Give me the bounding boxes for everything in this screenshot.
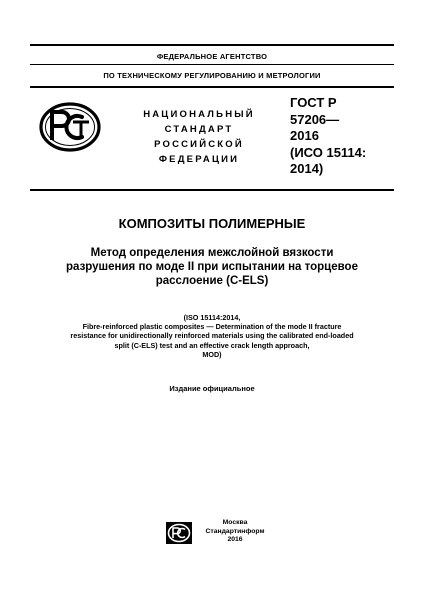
subtitle-line-3: расслоение (C-ELS) [155,275,269,287]
publisher-year: 2016 [227,536,243,543]
national-standard-line-4: ФЕДЕРАЦИИ [158,154,240,165]
document-title: КОМПОЗИТЫ ПОЛИМЕРНЫЕ [118,216,306,231]
gost-line-3: 2016 [290,128,319,143]
publisher-city: Москва [222,519,248,526]
agency-subtitle: ПО ТЕХНИЧЕСКОМУ РЕГУЛИРОВАНИЮ И МЕТРОЛОГИИ [103,71,321,80]
publisher-info [200,519,270,545]
gost-line-2: 57206— [290,111,340,127]
gost-designation [290,95,394,178]
national-standard-line-2: СТАНДАРТ [164,124,234,135]
header-bottom-rule [30,86,394,88]
document-subtitle [40,246,384,288]
gost-line-1: ГОСТ Р [290,95,337,110]
header-divider [30,64,394,65]
gost-line-5: 2014) [290,161,324,176]
gost-line-4: (ИСО 15114: [290,144,367,160]
reference-line-5: MOD) [202,349,222,359]
national-standard-line-1: НАЦИОНАЛЬНЫЙ [143,109,255,120]
gost-r-certification-icon [38,100,102,154]
reference-line-3: resistance for unidirectionally reinforced materials using the calibrated end-loaded [70,331,354,341]
agency-name: ФЕДЕРАЛЬНОЕ АГЕНТСТВО [156,52,268,61]
national-standard-line-3: РОССИЙСКОЙ [154,139,244,150]
top-rule [30,44,394,46]
reference-line-4: split (C-ELS) test and an effective crack length approach, [114,340,310,350]
reference-line-2: Fibre-reinforced plastic composites — Determination of the mode II fracture [82,322,342,332]
standartinform-logo-icon [165,521,193,545]
publisher-name: Стандартинформ [205,527,265,535]
subtitle-line-1: Метод определения межслойной вязкости [90,247,334,259]
edition-label: Издание официальное [169,384,255,393]
iso-reference [30,313,394,359]
subtitle-line-2: разрушения по моде II при испытании на торцевое [66,261,358,273]
reference-line-1: (ISO 15114:2014, [183,313,241,322]
title-top-rule [30,189,394,191]
